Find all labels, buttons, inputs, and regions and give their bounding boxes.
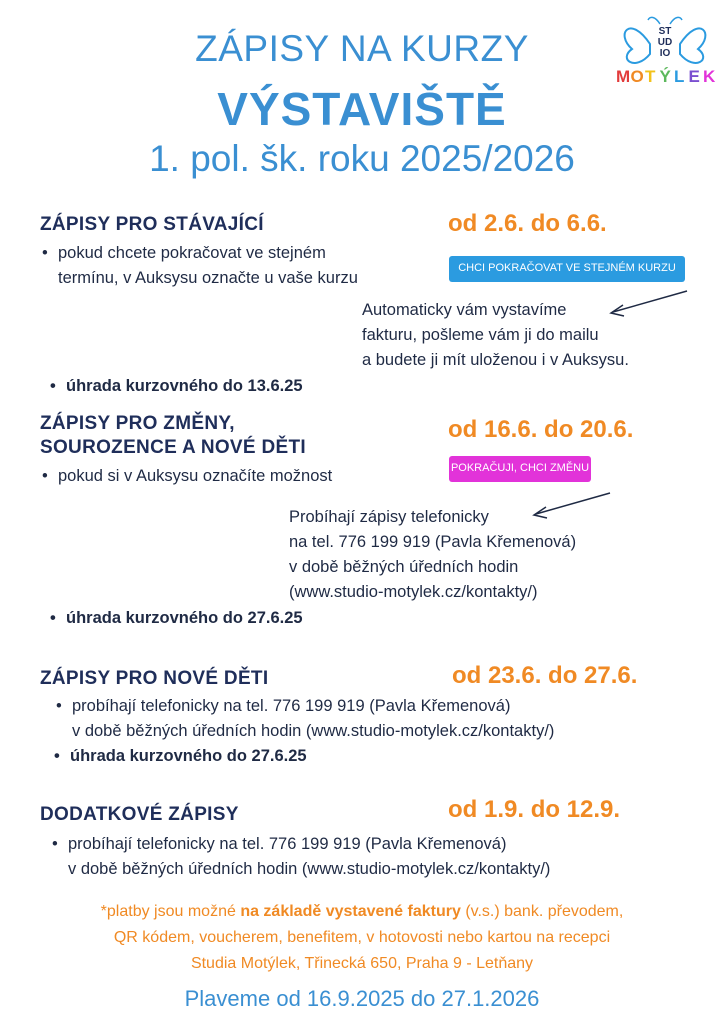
section-changes-payment: • úhrada kurzovného do 27.6.25 bbox=[66, 606, 303, 631]
section-changes-note: Probíhají zápisy telefonicky na tel. 776 199 919 (Pavla Křemenová) v době běžných úředních hodin (www.studio-motylek.cz/kontakty/) bbox=[289, 508, 577, 601]
svg-text:IO: IO bbox=[659, 48, 671, 59]
page-title-location: VÝSTAVIŠTĚ bbox=[217, 83, 507, 135]
butterfly-icon bbox=[610, 14, 720, 94]
section-existing-bullet: • pokud chcete pokračovat ve stejném termínu, v Auksysu označte u vaše kurzu bbox=[58, 241, 358, 291]
logo-letter: O bbox=[630, 67, 644, 86]
section-changes-bullet: • pokud si v Auksysu označíte možnost bbox=[58, 464, 332, 489]
section-new-date: od 23.6. do 27.6. bbox=[452, 662, 638, 689]
section-extra-bullet: • probíhají telefonicky na tel. 776 199 919 (Pavla Křemenová) v době běžných úředních hodin (www.studio-motylek.cz/kontakty/) bbox=[68, 832, 550, 882]
page-title-line1: ZÁPISY NA KURZY bbox=[195, 28, 529, 69]
swimming-period-footer: Plaveme od 16.9.2025 do 27.1.2026 bbox=[184, 986, 540, 1011]
section-extra-heading: DODATKOVÉ ZÁPISY bbox=[40, 804, 239, 825]
page-title-term: 1. pol. šk. roku 2025/2026 bbox=[149, 138, 575, 179]
logo-letter: T bbox=[645, 67, 656, 86]
section-existing-note: Automaticky vám vystavíme fakturu, pošleme vám ji do mailu a budete ji mít uloženou i v Auksysu. bbox=[362, 301, 629, 369]
section-new-payment: • úhrada kurzovného do 27.6.25 bbox=[70, 744, 307, 769]
section-existing-payment: • úhrada kurzovného do 13.6.25 bbox=[66, 374, 303, 399]
logo-letter: E bbox=[688, 67, 700, 86]
studio-motylek-logo bbox=[610, 14, 720, 94]
logo-letter: M bbox=[616, 67, 631, 86]
section-new-bullet: • probíhají telefonicky na tel. 776 199 919 (Pavla Křemenová) v době běžných úředních hodin (www.studio-motylek.cz/kontakty/) bbox=[72, 694, 554, 744]
section-changes-heading: ZÁPISY PRO ZMĚNY, SOUROZENCE A NOVÉ DĚTI bbox=[40, 413, 306, 458]
section-changes-date: od 16.6. do 20.6. bbox=[448, 416, 634, 443]
logo-letter: L bbox=[674, 67, 685, 86]
continue-with-change-button[interactable]: POKRAČUJI, CHCI ZMĚNU bbox=[449, 456, 591, 482]
continue-same-course-button[interactable]: CHCI POKRAČOVAT VE STEJNÉM KURZU bbox=[449, 256, 685, 282]
section-existing-heading: ZÁPISY PRO STÁVAJÍCÍ bbox=[40, 214, 264, 235]
section-extra-date: od 1.9. do 12.9. bbox=[448, 796, 621, 823]
logo-letter: Ý bbox=[659, 67, 671, 86]
section-new-heading: ZÁPISY PRO NOVÉ DĚTI bbox=[40, 668, 269, 689]
section-existing-date: od 2.6. do 6.6. bbox=[448, 210, 607, 237]
svg-text:ST: ST bbox=[658, 26, 672, 37]
payment-methods-note: *platby jsou možné na základě vystavené faktury (v.s.) bank. převodem, QR kódem, voucherem, benefitem, v hotovosti nebo kartou na recepci Studia Motýlek, Třinecká 650, Praha 9 - Letňany bbox=[100, 903, 624, 972]
logo-letter: K bbox=[703, 67, 716, 86]
svg-text:UD: UD bbox=[657, 37, 673, 48]
